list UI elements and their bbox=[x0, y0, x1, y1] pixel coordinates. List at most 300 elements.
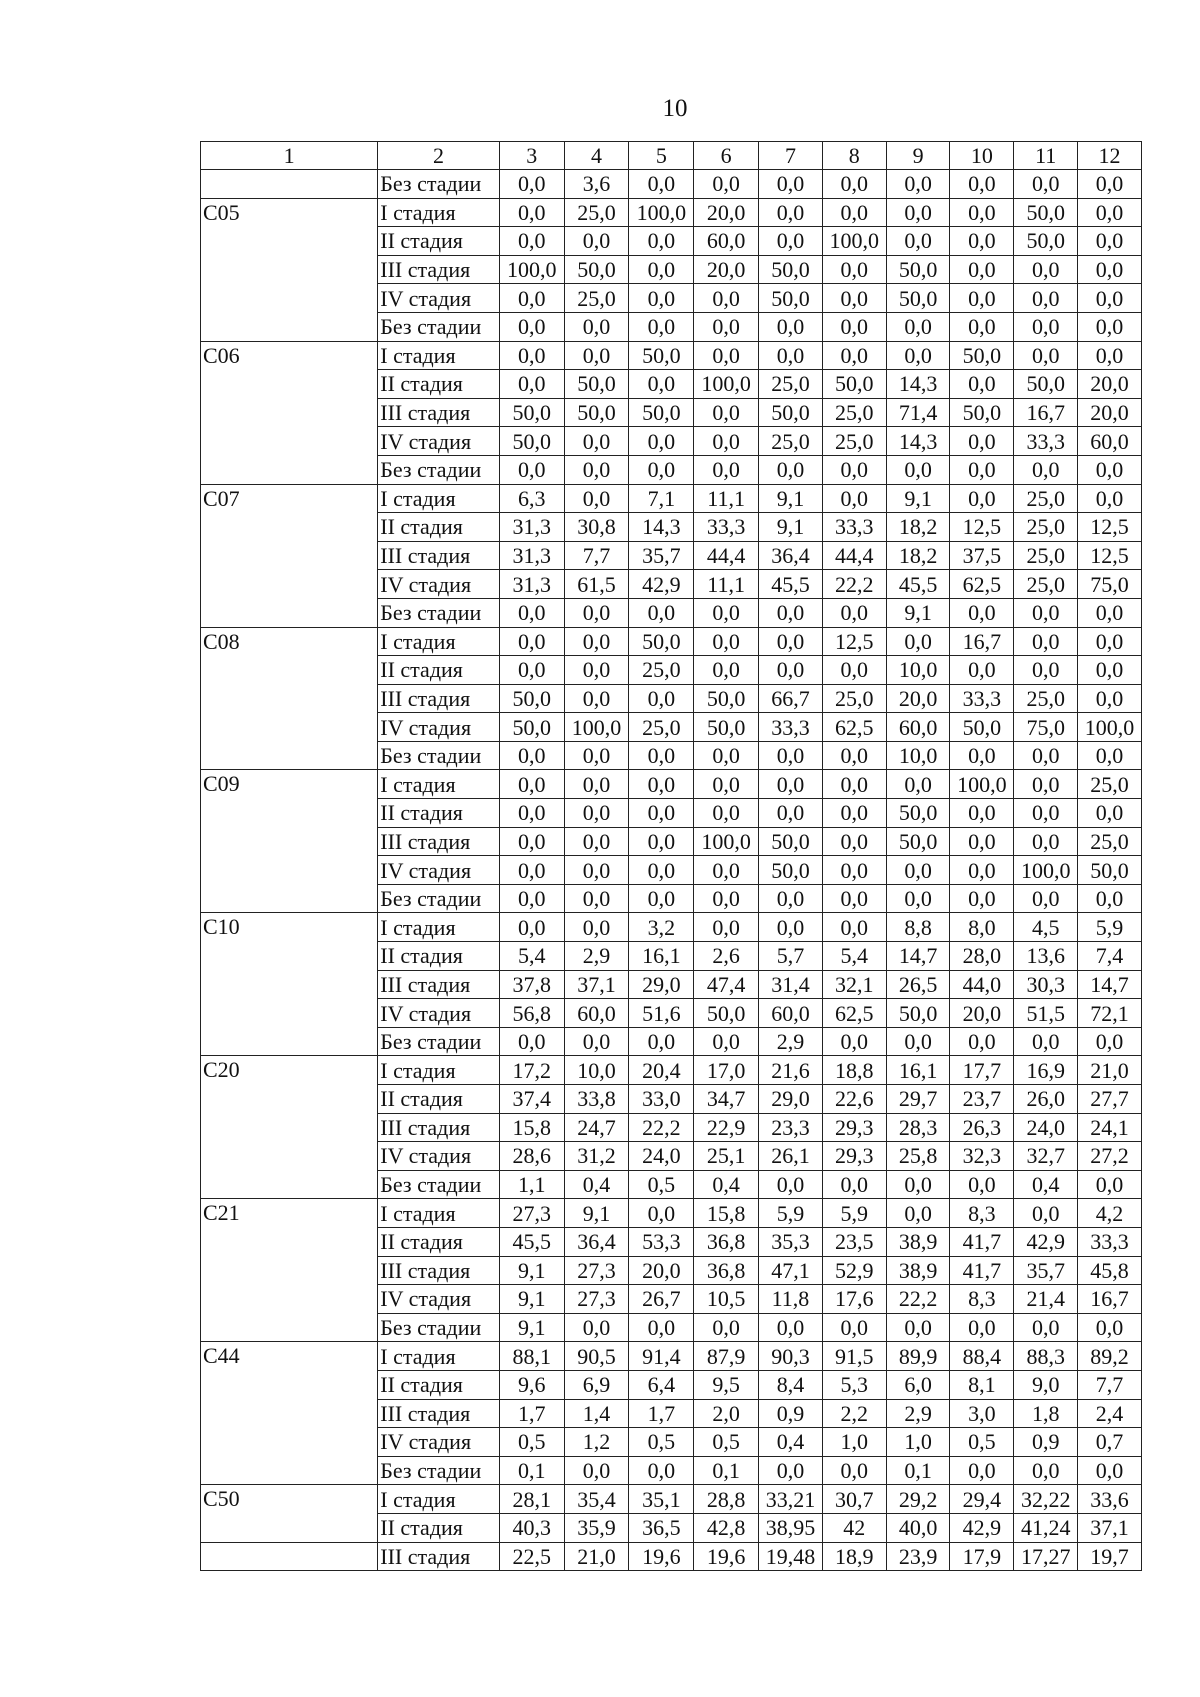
value-cell: 0,0 bbox=[694, 427, 759, 456]
value-cell: 0,0 bbox=[564, 312, 629, 341]
value-cell: 0,7 bbox=[1078, 1428, 1142, 1457]
value-cell: 9,0 bbox=[1014, 1370, 1078, 1399]
site-code-cell: C10 bbox=[201, 913, 378, 1056]
value-cell: 0,0 bbox=[694, 312, 759, 341]
page-number: 10 bbox=[662, 95, 688, 122]
stage-cell: II стадия bbox=[378, 227, 500, 256]
value-cell: 26,7 bbox=[629, 1285, 694, 1314]
value-cell: 35,4 bbox=[564, 1485, 629, 1514]
value-cell: 0,0 bbox=[694, 1313, 759, 1342]
value-cell: 50,0 bbox=[564, 370, 629, 399]
value-cell: 3,0 bbox=[950, 1399, 1014, 1428]
value-cell: 37,1 bbox=[564, 970, 629, 999]
value-cell: 0,0 bbox=[564, 827, 629, 856]
stage-cell: Без стадии bbox=[378, 170, 500, 199]
value-cell: 16,7 bbox=[950, 627, 1014, 656]
value-cell: 17,7 bbox=[950, 1056, 1014, 1085]
value-cell: 6,3 bbox=[499, 484, 564, 513]
value-cell: 50,0 bbox=[886, 999, 950, 1028]
value-cell: 2,4 bbox=[1078, 1399, 1142, 1428]
value-cell: 10,0 bbox=[886, 741, 950, 770]
value-cell: 29,0 bbox=[629, 970, 694, 999]
value-cell: 0,0 bbox=[886, 1170, 950, 1199]
value-cell: 0,0 bbox=[886, 170, 950, 199]
value-cell: 5,9 bbox=[822, 1199, 886, 1228]
stage-cell: III стадия bbox=[378, 970, 500, 999]
value-cell: 41,7 bbox=[950, 1256, 1014, 1285]
value-cell: 0,0 bbox=[1078, 799, 1142, 828]
value-cell: 50,0 bbox=[1078, 856, 1142, 885]
value-cell: 28,0 bbox=[950, 942, 1014, 971]
value-cell: 20,0 bbox=[1078, 370, 1142, 399]
value-cell: 0,0 bbox=[950, 370, 1014, 399]
value-cell: 0,0 bbox=[759, 741, 823, 770]
value-cell: 0,0 bbox=[822, 1456, 886, 1485]
value-cell: 33,3 bbox=[1078, 1227, 1142, 1256]
value-cell: 50,0 bbox=[499, 398, 564, 427]
value-cell: 0,0 bbox=[822, 284, 886, 313]
value-cell: 0,0 bbox=[499, 455, 564, 484]
site-code-cell: C21 bbox=[201, 1199, 378, 1342]
header-cell: 1 bbox=[201, 142, 378, 170]
stage-cell: Без стадии bbox=[378, 1456, 500, 1485]
value-cell: 0,0 bbox=[822, 884, 886, 913]
value-cell: 0,0 bbox=[822, 913, 886, 942]
value-cell: 0,0 bbox=[1078, 1456, 1142, 1485]
value-cell: 0,0 bbox=[822, 484, 886, 513]
value-cell: 50,0 bbox=[886, 255, 950, 284]
value-cell: 20,0 bbox=[694, 198, 759, 227]
value-cell: 38,95 bbox=[759, 1513, 823, 1542]
value-cell: 1,7 bbox=[629, 1399, 694, 1428]
value-cell: 15,8 bbox=[499, 1113, 564, 1142]
header-cell: 5 bbox=[629, 142, 694, 170]
table-row bbox=[201, 170, 1142, 199]
value-cell: 35,9 bbox=[564, 1513, 629, 1542]
stage-cell: III стадия bbox=[378, 541, 500, 570]
value-cell: 25,0 bbox=[1078, 827, 1142, 856]
stage-cell: I стадия bbox=[378, 1056, 500, 1085]
value-cell: 0,0 bbox=[1078, 455, 1142, 484]
value-cell: 0,5 bbox=[629, 1170, 694, 1199]
value-cell: 21,6 bbox=[759, 1056, 823, 1085]
value-cell: 0,0 bbox=[759, 312, 823, 341]
value-cell: 24,0 bbox=[1014, 1113, 1078, 1142]
stage-cell: II стадия bbox=[378, 1513, 500, 1542]
value-cell: 50,0 bbox=[759, 398, 823, 427]
header-cell: 9 bbox=[886, 142, 950, 170]
value-cell: 7,7 bbox=[1078, 1370, 1142, 1399]
stage-cell: Без стадии bbox=[378, 1313, 500, 1342]
value-cell: 0,0 bbox=[629, 770, 694, 799]
value-cell: 6,4 bbox=[629, 1370, 694, 1399]
value-cell: 45,5 bbox=[759, 570, 823, 599]
value-cell: 0,0 bbox=[629, 455, 694, 484]
value-cell: 0,0 bbox=[1014, 341, 1078, 370]
value-cell: 0,0 bbox=[564, 1027, 629, 1056]
value-cell: 50,0 bbox=[1014, 198, 1078, 227]
site-code-cell: C06 bbox=[201, 341, 378, 484]
value-cell: 0,0 bbox=[759, 656, 823, 685]
value-cell: 1,7 bbox=[499, 1399, 564, 1428]
value-cell: 0,0 bbox=[886, 627, 950, 656]
value-cell: 0,0 bbox=[629, 1313, 694, 1342]
value-cell: 62,5 bbox=[950, 570, 1014, 599]
value-cell: 100,0 bbox=[629, 198, 694, 227]
value-cell: 100,0 bbox=[694, 827, 759, 856]
value-cell: 33,21 bbox=[759, 1485, 823, 1514]
value-cell: 28,3 bbox=[886, 1113, 950, 1142]
value-cell: 41,7 bbox=[950, 1227, 1014, 1256]
value-cell: 0,0 bbox=[629, 598, 694, 627]
value-cell: 2,0 bbox=[694, 1399, 759, 1428]
stage-cell: I стадия bbox=[378, 198, 500, 227]
value-cell: 40,3 bbox=[499, 1513, 564, 1542]
value-cell: 0,0 bbox=[1078, 312, 1142, 341]
value-cell: 12,5 bbox=[822, 627, 886, 656]
value-cell: 20,0 bbox=[950, 999, 1014, 1028]
value-cell: 24,0 bbox=[629, 1142, 694, 1171]
value-cell: 33,3 bbox=[950, 684, 1014, 713]
value-cell: 0,0 bbox=[1014, 1313, 1078, 1342]
value-cell: 60,0 bbox=[694, 227, 759, 256]
value-cell: 2,9 bbox=[564, 942, 629, 971]
value-cell: 0,0 bbox=[950, 284, 1014, 313]
stage-cell: II стадия bbox=[378, 1085, 500, 1114]
value-cell: 0,0 bbox=[759, 198, 823, 227]
value-cell: 0,0 bbox=[694, 770, 759, 799]
value-cell: 0,0 bbox=[822, 341, 886, 370]
value-cell: 0,0 bbox=[1014, 741, 1078, 770]
value-cell: 0,0 bbox=[564, 684, 629, 713]
value-cell: 29,2 bbox=[886, 1485, 950, 1514]
site-code-cell: C50 bbox=[201, 1485, 378, 1542]
value-cell: 0,0 bbox=[1014, 312, 1078, 341]
value-cell: 20,0 bbox=[629, 1256, 694, 1285]
table-body bbox=[201, 142, 1142, 1571]
value-cell: 0,0 bbox=[759, 170, 823, 199]
value-cell: 100,0 bbox=[694, 370, 759, 399]
value-cell: 0,4 bbox=[1014, 1170, 1078, 1199]
value-cell: 0,0 bbox=[759, 1456, 823, 1485]
value-cell: 7,7 bbox=[564, 541, 629, 570]
value-cell: 0,5 bbox=[499, 1428, 564, 1457]
value-cell: 0,0 bbox=[1078, 627, 1142, 656]
value-cell: 0,0 bbox=[694, 913, 759, 942]
value-cell: 33,3 bbox=[822, 513, 886, 542]
value-cell: 50,0 bbox=[694, 999, 759, 1028]
value-cell: 23,3 bbox=[759, 1113, 823, 1142]
value-cell: 0,0 bbox=[694, 598, 759, 627]
value-cell: 42,8 bbox=[694, 1513, 759, 1542]
value-cell: 25,0 bbox=[1014, 570, 1078, 599]
stage-cell: I стадия bbox=[378, 913, 500, 942]
value-cell: 22,6 bbox=[822, 1085, 886, 1114]
value-cell: 42 bbox=[822, 1513, 886, 1542]
table-row bbox=[201, 770, 1142, 799]
value-cell: 33,3 bbox=[759, 713, 823, 742]
value-cell: 0,0 bbox=[950, 741, 1014, 770]
value-cell: 0,1 bbox=[886, 1456, 950, 1485]
value-cell: 0,0 bbox=[1014, 284, 1078, 313]
value-cell: 75,0 bbox=[1014, 713, 1078, 742]
value-cell: 0,4 bbox=[694, 1170, 759, 1199]
value-cell: 50,0 bbox=[759, 284, 823, 313]
value-cell: 0,0 bbox=[886, 1313, 950, 1342]
value-cell: 0,0 bbox=[1014, 1456, 1078, 1485]
value-cell: 0,0 bbox=[886, 455, 950, 484]
stage-cell: II стадия bbox=[378, 370, 500, 399]
value-cell: 24,1 bbox=[1078, 1113, 1142, 1142]
value-cell: 2,9 bbox=[886, 1399, 950, 1428]
value-cell: 29,0 bbox=[759, 1085, 823, 1114]
value-cell: 0,0 bbox=[499, 856, 564, 885]
value-cell: 15,8 bbox=[694, 1199, 759, 1228]
value-cell: 0,0 bbox=[822, 312, 886, 341]
value-cell: 0,0 bbox=[499, 198, 564, 227]
value-cell: 0,0 bbox=[759, 341, 823, 370]
value-cell: 0,0 bbox=[499, 884, 564, 913]
stage-cell: Без стадии bbox=[378, 598, 500, 627]
value-cell: 0,0 bbox=[564, 741, 629, 770]
stage-cell: II стадия bbox=[378, 1370, 500, 1399]
value-cell: 29,4 bbox=[950, 1485, 1014, 1514]
value-cell: 32,1 bbox=[822, 970, 886, 999]
value-cell: 22,2 bbox=[629, 1113, 694, 1142]
value-cell: 27,7 bbox=[1078, 1085, 1142, 1114]
value-cell: 36,4 bbox=[759, 541, 823, 570]
value-cell: 0,0 bbox=[759, 1313, 823, 1342]
value-cell: 1,0 bbox=[822, 1428, 886, 1457]
value-cell: 2,6 bbox=[694, 942, 759, 971]
value-cell: 0,0 bbox=[950, 1313, 1014, 1342]
value-cell: 19,6 bbox=[694, 1542, 759, 1571]
value-cell: 0,0 bbox=[629, 227, 694, 256]
value-cell: 44,0 bbox=[950, 970, 1014, 999]
value-cell: 25,8 bbox=[886, 1142, 950, 1171]
value-cell: 0,0 bbox=[822, 170, 886, 199]
value-cell: 0,0 bbox=[1014, 770, 1078, 799]
value-cell: 0,0 bbox=[629, 827, 694, 856]
stage-cell: III стадия bbox=[378, 1256, 500, 1285]
value-cell: 8,0 bbox=[950, 913, 1014, 942]
value-cell: 36,8 bbox=[694, 1227, 759, 1256]
value-cell: 0,0 bbox=[759, 1170, 823, 1199]
value-cell: 0,0 bbox=[564, 656, 629, 685]
value-cell: 50,0 bbox=[886, 284, 950, 313]
value-cell: 0,0 bbox=[1014, 627, 1078, 656]
value-cell: 31,3 bbox=[499, 541, 564, 570]
value-cell: 0,0 bbox=[499, 741, 564, 770]
value-cell: 88,1 bbox=[499, 1342, 564, 1371]
stage-cell: IV стадия bbox=[378, 999, 500, 1028]
value-cell: 0,5 bbox=[694, 1428, 759, 1457]
value-cell: 0,0 bbox=[499, 913, 564, 942]
value-cell: 20,0 bbox=[1078, 398, 1142, 427]
value-cell: 10,0 bbox=[564, 1056, 629, 1085]
value-cell: 0,0 bbox=[1078, 1313, 1142, 1342]
table-row bbox=[201, 1056, 1142, 1085]
stage-cell: Без стадии bbox=[378, 312, 500, 341]
value-cell: 33,3 bbox=[1014, 427, 1078, 456]
value-cell: 0,0 bbox=[564, 627, 629, 656]
value-cell: 0,0 bbox=[759, 627, 823, 656]
value-cell: 5,9 bbox=[759, 1199, 823, 1228]
value-cell: 50,0 bbox=[759, 255, 823, 284]
value-cell: 0,0 bbox=[1014, 799, 1078, 828]
value-cell: 20,4 bbox=[629, 1056, 694, 1085]
value-cell: 9,1 bbox=[886, 598, 950, 627]
value-cell: 51,5 bbox=[1014, 999, 1078, 1028]
value-cell: 0,0 bbox=[629, 370, 694, 399]
value-cell: 0,9 bbox=[759, 1399, 823, 1428]
value-cell: 25,0 bbox=[1014, 684, 1078, 713]
value-cell: 0,0 bbox=[759, 884, 823, 913]
value-cell: 0,0 bbox=[950, 427, 1014, 456]
value-cell: 37,8 bbox=[499, 970, 564, 999]
table-row bbox=[201, 341, 1142, 370]
value-cell: 35,7 bbox=[629, 541, 694, 570]
value-cell: 38,9 bbox=[886, 1227, 950, 1256]
value-cell: 0,0 bbox=[950, 455, 1014, 484]
value-cell: 0,0 bbox=[564, 913, 629, 942]
value-cell: 29,7 bbox=[886, 1085, 950, 1114]
value-cell: 0,0 bbox=[629, 856, 694, 885]
stage-cell: IV стадия bbox=[378, 427, 500, 456]
value-cell: 33,6 bbox=[1078, 1485, 1142, 1514]
site-code-cell bbox=[201, 1542, 378, 1571]
value-cell: 45,5 bbox=[499, 1227, 564, 1256]
site-code-cell: C44 bbox=[201, 1342, 378, 1485]
value-cell: 0,0 bbox=[759, 913, 823, 942]
stage-cell: III стадия bbox=[378, 1399, 500, 1428]
value-cell: 9,1 bbox=[886, 484, 950, 513]
stage-cell: I стадия bbox=[378, 341, 500, 370]
value-cell: 50,0 bbox=[499, 713, 564, 742]
value-cell: 26,3 bbox=[950, 1113, 1014, 1142]
value-cell: 31,2 bbox=[564, 1142, 629, 1171]
stage-cell: I стадия bbox=[378, 1199, 500, 1228]
value-cell: 25,0 bbox=[629, 713, 694, 742]
value-cell: 0,0 bbox=[1078, 1170, 1142, 1199]
value-cell: 1,1 bbox=[499, 1170, 564, 1199]
value-cell: 32,22 bbox=[1014, 1485, 1078, 1514]
value-cell: 60,0 bbox=[1078, 427, 1142, 456]
value-cell: 90,3 bbox=[759, 1342, 823, 1371]
value-cell: 26,0 bbox=[1014, 1085, 1078, 1114]
value-cell: 88,4 bbox=[950, 1342, 1014, 1371]
value-cell: 22,5 bbox=[499, 1542, 564, 1571]
value-cell: 3,2 bbox=[629, 913, 694, 942]
value-cell: 2,2 bbox=[822, 1399, 886, 1428]
value-cell: 0,0 bbox=[822, 856, 886, 885]
value-cell: 29,3 bbox=[822, 1113, 886, 1142]
value-cell: 0,0 bbox=[1078, 255, 1142, 284]
value-cell: 7,4 bbox=[1078, 942, 1142, 971]
value-cell: 3,6 bbox=[564, 170, 629, 199]
header-cell: 4 bbox=[564, 142, 629, 170]
value-cell: 0,0 bbox=[629, 1027, 694, 1056]
value-cell: 1,2 bbox=[564, 1428, 629, 1457]
value-cell: 2,9 bbox=[759, 1027, 823, 1056]
stage-cell: II стадия bbox=[378, 1227, 500, 1256]
value-cell: 8,1 bbox=[950, 1370, 1014, 1399]
value-cell: 37,5 bbox=[950, 541, 1014, 570]
value-cell: 28,8 bbox=[694, 1485, 759, 1514]
value-cell: 0,0 bbox=[886, 770, 950, 799]
header-cell: 11 bbox=[1014, 142, 1078, 170]
value-cell: 0,0 bbox=[1014, 1199, 1078, 1228]
value-cell: 27,3 bbox=[564, 1285, 629, 1314]
value-cell: 0,0 bbox=[564, 455, 629, 484]
value-cell: 1,0 bbox=[886, 1428, 950, 1457]
value-cell: 44,4 bbox=[822, 541, 886, 570]
value-cell: 0,0 bbox=[694, 341, 759, 370]
value-cell: 0,0 bbox=[759, 598, 823, 627]
table-row bbox=[201, 1485, 1142, 1514]
value-cell: 22,2 bbox=[822, 570, 886, 599]
table-row bbox=[201, 1342, 1142, 1371]
value-cell: 28,6 bbox=[499, 1142, 564, 1171]
site-code-cell: C05 bbox=[201, 198, 378, 341]
value-cell: 0,0 bbox=[950, 1456, 1014, 1485]
value-cell: 42,9 bbox=[1014, 1227, 1078, 1256]
value-cell: 26,1 bbox=[759, 1142, 823, 1171]
value-cell: 44,4 bbox=[694, 541, 759, 570]
stage-cell: Без стадии bbox=[378, 1027, 500, 1056]
value-cell: 7,1 bbox=[629, 484, 694, 513]
value-cell: 20,0 bbox=[694, 255, 759, 284]
value-cell: 0,0 bbox=[950, 312, 1014, 341]
value-cell: 25,0 bbox=[564, 198, 629, 227]
value-cell: 0,0 bbox=[499, 312, 564, 341]
value-cell: 0,0 bbox=[499, 1027, 564, 1056]
stage-cell: II стадия bbox=[378, 942, 500, 971]
value-cell: 0,9 bbox=[1014, 1428, 1078, 1457]
stage-cell: II стадия bbox=[378, 799, 500, 828]
value-cell: 35,3 bbox=[759, 1227, 823, 1256]
value-cell: 5,4 bbox=[822, 942, 886, 971]
value-cell: 0,0 bbox=[1014, 255, 1078, 284]
value-cell: 0,4 bbox=[564, 1170, 629, 1199]
value-cell: 17,6 bbox=[822, 1285, 886, 1314]
header-cell: 7 bbox=[759, 142, 823, 170]
value-cell: 22,9 bbox=[694, 1113, 759, 1142]
value-cell: 0,0 bbox=[759, 799, 823, 828]
value-cell: 0,0 bbox=[822, 770, 886, 799]
value-cell: 50,0 bbox=[564, 255, 629, 284]
value-cell: 0,0 bbox=[759, 770, 823, 799]
value-cell: 38,9 bbox=[886, 1256, 950, 1285]
value-cell: 5,3 bbox=[822, 1370, 886, 1399]
header-cell: 8 bbox=[822, 142, 886, 170]
stage-cell: III стадия bbox=[378, 684, 500, 713]
value-cell: 37,1 bbox=[1078, 1513, 1142, 1542]
value-cell: 0,0 bbox=[1078, 656, 1142, 685]
value-cell: 0,0 bbox=[694, 656, 759, 685]
value-cell: 23,5 bbox=[822, 1227, 886, 1256]
value-cell: 0,0 bbox=[629, 684, 694, 713]
table-row bbox=[201, 1542, 1142, 1571]
value-cell: 100,0 bbox=[822, 227, 886, 256]
value-cell: 14,3 bbox=[629, 513, 694, 542]
value-cell: 0,0 bbox=[564, 484, 629, 513]
value-cell: 88,3 bbox=[1014, 1342, 1078, 1371]
stage-cell: II стадия bbox=[378, 513, 500, 542]
value-cell: 10,0 bbox=[886, 656, 950, 685]
value-cell: 25,0 bbox=[1014, 541, 1078, 570]
value-cell: 0,0 bbox=[950, 255, 1014, 284]
